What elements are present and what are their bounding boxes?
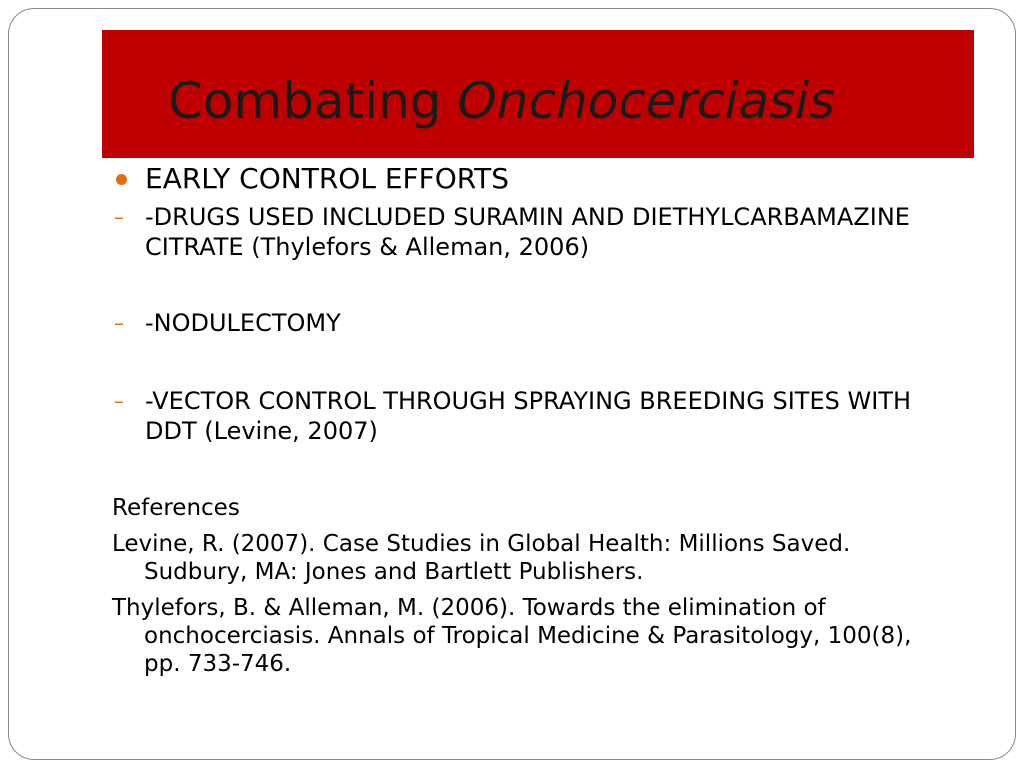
bullet-heading [112,162,952,196]
slide-content [112,162,952,678]
sub-point-vector [112,386,952,446]
title-italic: Onchocerciasis [457,72,836,130]
reference-item: Thylefors, B. & Alleman, M. (2006). Towards the elimination of onchocerciasis. Annals of Tropical Medicine & Parasitology, 100(8), pp. 733-746. [112,595,912,677]
sub-point-text: -DRUGS USED INCLUDED SURAMIN AND DIETHYLCARBAMAZINE CITRATE (Thylefors & Alleman, 2006) [145,203,910,261]
dash-icon: – [114,311,124,335]
references-section [112,494,952,678]
bullet-dot-icon [116,174,127,185]
slide-title [168,72,836,130]
reference-item: Levine, R. (2007). Case Studies in Global Health: Millions Saved. Sudbury, MA: Jones and Bartlett Publishers. [112,531,851,585]
sub-point-drugs [112,202,952,262]
sub-point-nodulectomy [112,308,952,338]
dash-icon: – [114,389,124,413]
title-plain: Combating [168,72,458,130]
sub-point-text: -NODULECTOMY [145,309,341,337]
sub-point-text: -VECTOR CONTROL THROUGH SPRAYING BREEDING SITES WITH DDT (Levine, 2007) [145,387,911,445]
heading-text: EARLY CONTROL EFFORTS [145,162,510,195]
dash-icon: – [114,205,124,229]
references-label: References [112,495,240,521]
